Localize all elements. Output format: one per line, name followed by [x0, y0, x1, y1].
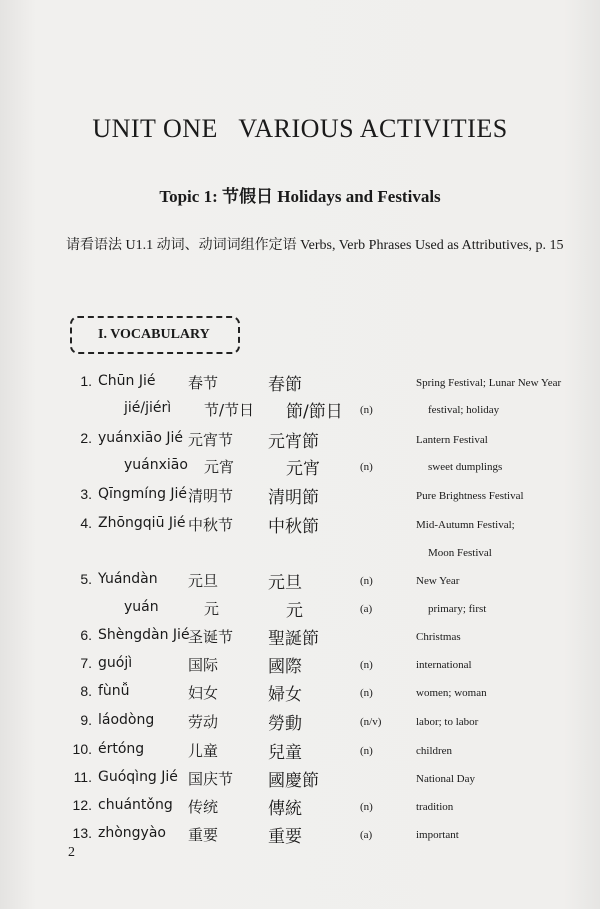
vocab-english: Pure Brightness Festival	[416, 490, 524, 502]
unit-title: UNIT ONE VARIOUS ACTIVITIES	[92, 114, 508, 143]
vocab-pinyin: értóng	[98, 741, 145, 757]
vocab-traditional: 春節	[268, 375, 302, 395]
vocab-simplified: 春节	[188, 374, 219, 392]
vocab-number: 13.	[72, 825, 92, 841]
vocab-part-of-speech: (n)	[360, 404, 373, 416]
vocab-number: 8.	[80, 683, 92, 699]
vocab-number: 11.	[73, 769, 92, 785]
vocab-traditional: 國慶節	[268, 771, 319, 791]
vocab-row	[0, 540, 600, 564]
vocab-part-of-speech: (n)	[360, 801, 373, 813]
vocab-simplified: 元	[204, 600, 220, 618]
vocab-part-of-speech: (n)	[360, 745, 373, 757]
vocab-traditional: 婦女	[268, 685, 302, 705]
vocab-traditional: 元宵	[286, 459, 320, 479]
vocab-simplified: 中秋节	[188, 516, 234, 534]
vocab-simplified: 元旦	[188, 572, 219, 590]
vocab-english: children	[416, 745, 453, 757]
vocab-simplified: 元宵	[204, 458, 235, 476]
vocab-pinyin: Guóqìng Jié	[98, 769, 178, 785]
vocab-english: Lantern Festival	[416, 434, 488, 446]
vocab-number: 2.	[80, 430, 92, 446]
vocab-traditional: 聖誕節	[268, 629, 319, 649]
vocab-traditional: 元宵節	[268, 432, 319, 452]
vocab-row	[0, 822, 600, 846]
vocab-number: 7.	[80, 655, 92, 671]
vocab-english: tradition	[416, 801, 454, 813]
vocab-part-of-speech: (a)	[360, 829, 373, 841]
vocab-row	[0, 512, 600, 536]
vocab-number: 6.	[80, 627, 92, 643]
vocab-pinyin: Chūn Jié	[98, 373, 156, 389]
vocab-english: Spring Festival; Lunar New Year	[416, 377, 562, 389]
vocab-row	[0, 370, 600, 394]
vocab-number: 10.	[72, 741, 92, 757]
vocab-traditional: 節/節日	[286, 402, 343, 422]
vocab-pinyin: chuántǒng	[98, 797, 173, 813]
vocab-row	[0, 483, 600, 507]
vocab-traditional: 兒童	[268, 743, 302, 763]
vocab-row	[0, 624, 600, 648]
vocab-simplified: 重要	[188, 826, 219, 844]
vocab-english: Moon Festival	[428, 547, 492, 559]
vocab-english: Christmas	[416, 631, 461, 643]
vocab-row	[0, 766, 600, 790]
vocab-pinyin: fùnǚ	[98, 683, 130, 699]
vocab-simplified: 传统	[188, 798, 219, 816]
vocab-simplified: 清明节	[188, 487, 234, 505]
vocab-traditional: 中秋節	[268, 517, 319, 537]
vocab-number: 5.	[80, 571, 92, 587]
vocab-pinyin: Shèngdàn Jié	[98, 627, 190, 643]
vocab-number: 9.	[80, 712, 92, 728]
vocab-simplified: 劳动	[188, 713, 219, 731]
vocab-row	[0, 596, 600, 620]
vocab-number: 12.	[72, 797, 92, 813]
vocab-number: 3.	[80, 486, 92, 502]
vocab-english: international	[416, 659, 472, 671]
vocab-simplified: 节/节日	[204, 401, 255, 419]
vocab-traditional: 勞動	[268, 714, 302, 734]
vocab-row	[0, 680, 600, 704]
vocab-simplified: 圣诞节	[188, 628, 234, 646]
vocab-pinyin: yuánxiāo	[124, 457, 188, 473]
vocab-simplified: 元宵节	[188, 431, 234, 449]
vocab-traditional: 清明節	[268, 488, 319, 508]
vocab-pinyin: jié/jiérì	[124, 400, 172, 416]
vocab-part-of-speech: (n)	[360, 659, 373, 671]
vocab-english: women; woman	[416, 687, 487, 699]
vocab-english: sweet dumplings	[428, 461, 503, 473]
vocab-english: National Day	[416, 773, 475, 785]
vocab-english: Mid-Autumn Festival;	[416, 519, 515, 531]
vocab-number: 1.	[80, 373, 92, 389]
vocab-pinyin: Zhōngqiū Jié	[98, 515, 186, 531]
page-number: 2	[68, 845, 75, 860]
vocab-pinyin: Qīngmíng Jié	[98, 486, 188, 502]
vocab-row	[0, 427, 600, 451]
vocab-pinyin: yuánxiāo Jié	[98, 430, 184, 446]
vocab-pinyin: Yuándàn	[98, 571, 158, 587]
vocab-traditional: 傳統	[268, 799, 302, 819]
topic-title: Topic 1: 节假日 Holidays and Festivals	[159, 187, 441, 206]
vocab-row	[0, 738, 600, 762]
vocab-part-of-speech: (n)	[360, 687, 373, 699]
vocab-english: important	[416, 829, 459, 841]
vocab-row	[0, 397, 600, 421]
vocab-simplified: 国庆节	[188, 770, 234, 788]
vocab-part-of-speech: (n/v)	[360, 716, 382, 728]
vocab-simplified: 儿童	[188, 742, 219, 760]
vocab-part-of-speech: (n)	[360, 461, 373, 473]
vocab-row	[0, 709, 600, 733]
vocab-traditional: 重要	[268, 827, 302, 847]
vocab-simplified: 妇女	[188, 684, 219, 702]
vocab-row	[0, 568, 600, 592]
vocabulary-heading: I. VOCABULARY	[98, 327, 210, 342]
vocab-pinyin: yuán	[124, 599, 159, 615]
vocab-english: primary; first	[428, 603, 487, 615]
vocab-english: labor; to labor	[416, 716, 479, 728]
vocab-number: 4.	[80, 515, 92, 531]
vocab-traditional: 國際	[268, 657, 302, 677]
vocab-pinyin: zhòngyào	[98, 825, 166, 841]
grammar-reference-note: 请看语法 U1.1 动词、动词词组作定语 Verbs, Verb Phrases Used as Attributives, p. 15	[66, 238, 564, 253]
vocab-part-of-speech: (n)	[360, 575, 373, 587]
vocab-part-of-speech: (a)	[360, 603, 373, 615]
vocab-traditional: 元	[286, 601, 303, 621]
vocab-english: festival; holiday	[428, 404, 500, 416]
vocab-simplified: 国际	[188, 656, 219, 674]
vocab-pinyin: láodòng	[98, 712, 155, 728]
vocab-pinyin: guójì	[98, 655, 133, 671]
vocab-traditional: 元旦	[268, 573, 302, 593]
vocab-row	[0, 652, 600, 676]
vocab-row	[0, 794, 600, 818]
vocab-row	[0, 454, 600, 478]
vocab-english: New Year	[416, 575, 460, 587]
